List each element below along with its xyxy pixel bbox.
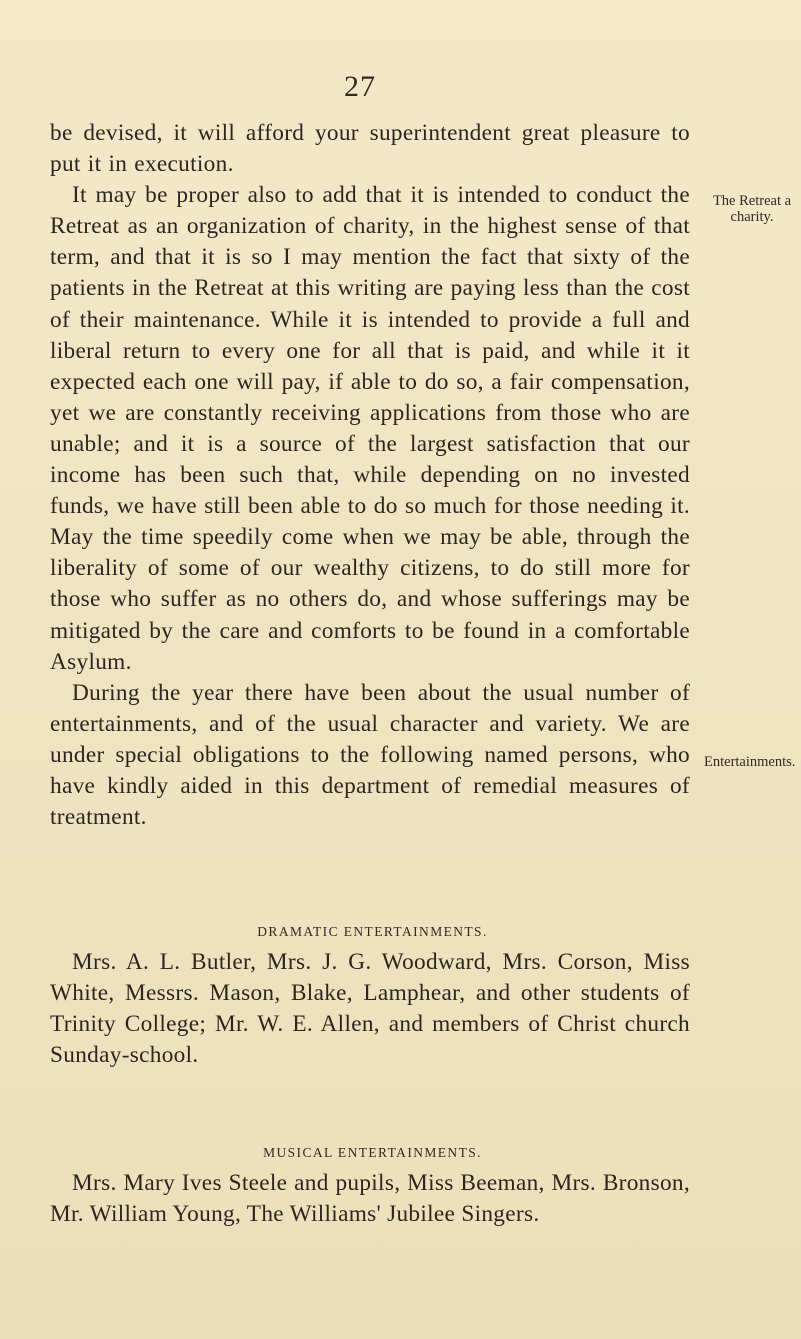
musical-entertainments-text: Mrs. Mary Ives Steele and pupils, Miss Beeman, Mrs. Bronson, Mr. William Young, The Williams' Jubilee Singers. (50, 1170, 690, 1228)
margin-note-retreat: The Retreat a charity. (712, 193, 792, 225)
dramatic-entertainments-list (50, 947, 690, 1071)
paragraph-retreat-charity: It may be proper also to add that it is intended to conduct the Retreat as an organization of charity, in the highest sense of that term, and that it is so I may mention the fact that sixty of the patients in the Retreat at this writing are paying less than the cost of their maintenance. While it is intended to provide a full and liberal return to every one for all that is paid, and while it it expected each one will pay, if able to do so, a fair compensation, yet we are constantly receiving applications from those who are unable; and it is a source of the largest satisfaction that our income has been such that, while depending on no invested funds, we have still been able to do so much for those needing it. May the time speedily come when we may be able, through the liberality of some of our wealthy citizens, to do still more for those who suffer as no others do, and whose sufferings may be mitigated by the care and comforts to be found in a comfortable Asylum. (50, 182, 690, 675)
body-text (50, 118, 690, 833)
dramatic-entertainments-text: Mrs. A. L. Butler, Mrs. J. G. Woodward, Mrs. Corson, Miss White, Messrs. Mason, Blake, Lamphear, and other students of Trinity College; Mr. W. E. Allen, and members of Christ church Sunday-school. (50, 949, 690, 1069)
heading-dramatic-entertainments: DRAMATIC ENTERTAINMENTS. (257, 924, 488, 939)
paragraph-continuation: be devised, it will afford your superintendent great pleasure to put it in execution. (50, 120, 690, 178)
paragraph-entertainments: During the year there have been about the usual number of entertainments, and of the usual character and variety. We are under special obligations to the following named persons, who have kindly aided in this department of remedial measures of treatment. (50, 679, 690, 831)
heading-musical-entertainments: MUSICAL ENTERTAINMENTS. (263, 1145, 482, 1160)
musical-entertainments-list (50, 1168, 690, 1230)
page-number: 27 (344, 70, 376, 103)
margin-note-entertainments: Entertainments. (704, 754, 796, 770)
